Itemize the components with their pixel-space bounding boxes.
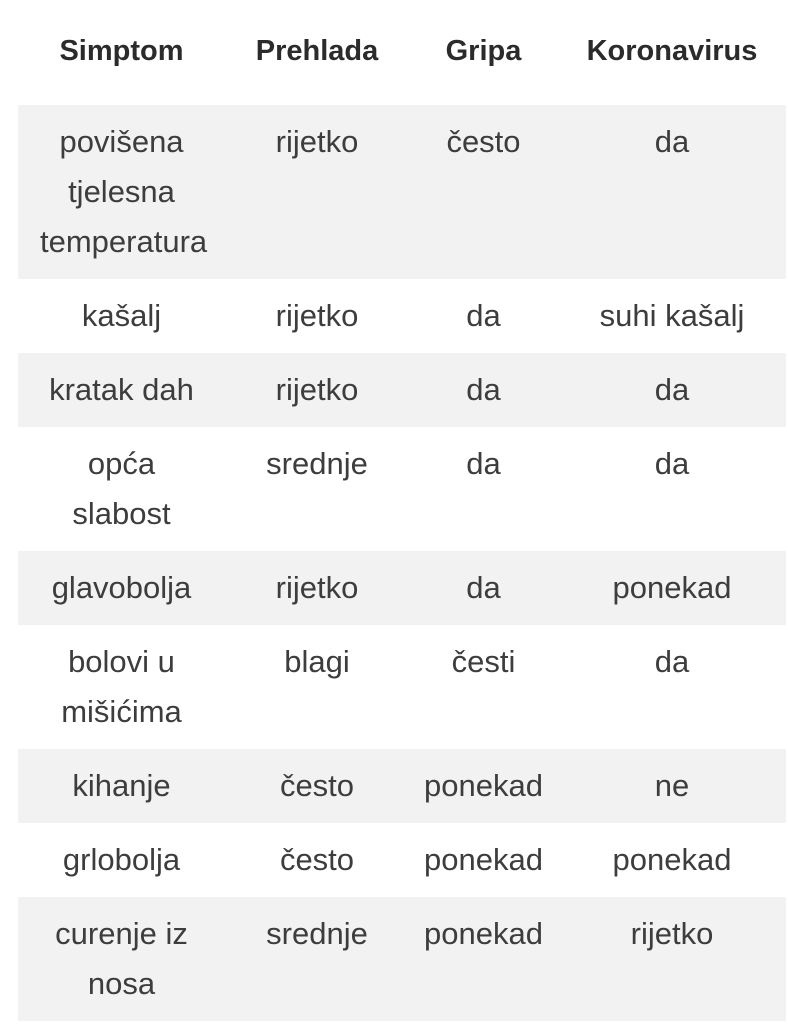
prehlada-cell: često — [279, 768, 355, 803]
symptom-cell: povišena tjelesna temperatura — [40, 124, 208, 259]
table-row — [18, 105, 786, 279]
table-row — [18, 625, 786, 749]
gripa-cell: da — [466, 298, 501, 333]
gripa-cell: često — [446, 124, 521, 159]
symptom-cell: glavobolja — [51, 570, 192, 605]
table-header-row — [18, 0, 786, 105]
gripa-cell: česti — [451, 644, 516, 679]
prehlada-cell: srednje — [266, 446, 368, 481]
column-header-koronavirus: Koronavirus — [586, 35, 758, 67]
koronavirus-cell: da — [654, 124, 690, 159]
koronavirus-cell: suhi kašalj — [599, 298, 745, 333]
symptom-cell: curenje iz nosa — [55, 916, 188, 1001]
symptom-cell: kašalj — [81, 298, 162, 333]
table-row — [18, 427, 786, 551]
symptom-comparison-table — [18, 0, 786, 1021]
koronavirus-cell: rijetko — [630, 916, 714, 951]
gripa-cell: ponekad — [424, 916, 543, 951]
koronavirus-cell: ponekad — [612, 570, 732, 605]
prehlada-cell: srednje — [266, 916, 368, 951]
column-header-gripa: Gripa — [445, 35, 522, 67]
gripa-cell: ponekad — [424, 842, 543, 877]
koronavirus-cell: da — [654, 644, 690, 679]
table-row — [18, 279, 786, 353]
prehlada-cell: rijetko — [275, 298, 359, 333]
prehlada-cell: rijetko — [275, 124, 359, 159]
koronavirus-cell: da — [654, 446, 690, 481]
gripa-cell: da — [466, 446, 501, 481]
table-body — [18, 105, 786, 1021]
table-row — [18, 749, 786, 823]
table-row — [18, 353, 786, 427]
gripa-cell: da — [466, 570, 501, 605]
table-row — [18, 823, 786, 897]
gripa-cell: ponekad — [424, 768, 543, 803]
symptom-cell: grlobolja — [62, 842, 181, 877]
symptom-cell: kratak dah — [49, 372, 194, 407]
symptom-cell: opća slabost — [72, 446, 171, 531]
table-row — [18, 551, 786, 625]
prehlada-cell: često — [279, 842, 355, 877]
prehlada-cell: rijetko — [275, 372, 359, 407]
koronavirus-cell: ne — [654, 768, 690, 803]
table-row — [18, 897, 786, 1021]
symptom-cell: bolovi u mišićima — [61, 644, 182, 729]
koronavirus-cell: da — [654, 372, 690, 407]
column-header-prehlada: Prehlada — [255, 35, 379, 67]
prehlada-cell: blagi — [284, 644, 350, 679]
column-header-simptom: Simptom — [59, 35, 184, 67]
prehlada-cell: rijetko — [275, 570, 359, 605]
symptom-cell: kihanje — [72, 768, 171, 803]
koronavirus-cell: ponekad — [612, 842, 732, 877]
gripa-cell: da — [466, 372, 501, 407]
